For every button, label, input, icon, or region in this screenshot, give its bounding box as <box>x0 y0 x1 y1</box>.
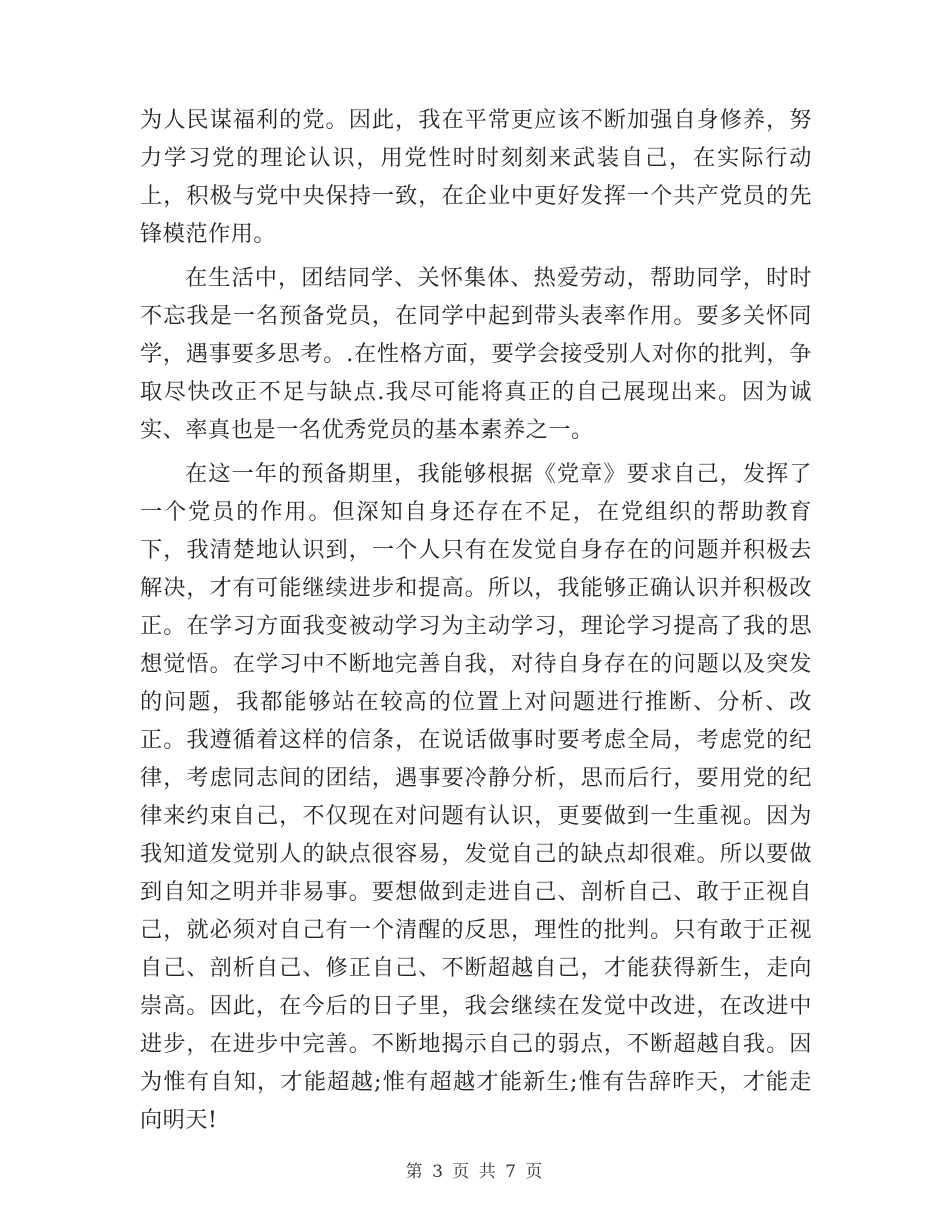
body-text <box>140 101 812 1145</box>
paragraph-1: 为人民谋福利的党。因此，我在平常更应该不断加强自身修养，努力学习党的理论认识，用党性时时刻刻来武装自己，在实际行动上，积极与党中央保持一致，在企业中更好发挥一个共产党员的先锋模范作用。 <box>140 107 812 247</box>
paragraph-2: 在生活中，团结同学、关怀集体、热爱劳动，帮助同学，时时不忘我是一名预备党员，在同学中起到带头表率作用。要多关怀同学，遇事要多思考。.在性格方面，要学会接受别人对你的批判，争取尽快改正不足与缺点.我尽可能将真正的自己展现出来。因为诚实、率真也是一名优秀党员的基本素养之一。 <box>140 265 812 443</box>
page-number-footer: 第 3 页 共 7 页 <box>405 1162 545 1182</box>
paragraph-3: 在这一年的预备期里，我能够根据《党章》要求自己，发挥了一个党员的作用。但深知自身还存在不足，在党组织的帮助教育下，我清楚地认识到，一个人只有在发觉自身存在的问题并积极去解决，才有可能继续进步和提高。所以，我能够正确认识并积极改正。在学习方面我变被动学习为主动学习，理论学习提高了我的思想觉悟。在学习中不断地完善自我，对待自身存在的问题以及突发的问题，我都能够站在较高的位置上对问题进行推断、分析、改正。我遵循着这样的信条，在说话做事时要考虑全局，考虑党的纪律，考虑同志间的团结，遇事要冷静分析，思而后行，要用党的纪律来约束自己，不仅现在对问题有认识，更要做到一生重视。因为我知道发觉别人的缺点很容易，发觉自己的缺点却很难。所以要做到自知之明并非易事。要想做到走进自己、剖析自己、敢于正视自己，就必须对自己有一个清醒的反思，理性的批判。只有敢于正视自己、剖析自己、修正自己、不断超越自己，才能获得新生，走向崇高。因此，在今后的日子里，我会继续在发觉中改进，在改进中进步，在进步中完善。不断地揭示自己的弱点，不断超越自我。因为惟有自知，才能超越;惟有超越才能新生;惟有告辞昨天，才能走向明天! <box>140 461 812 1133</box>
